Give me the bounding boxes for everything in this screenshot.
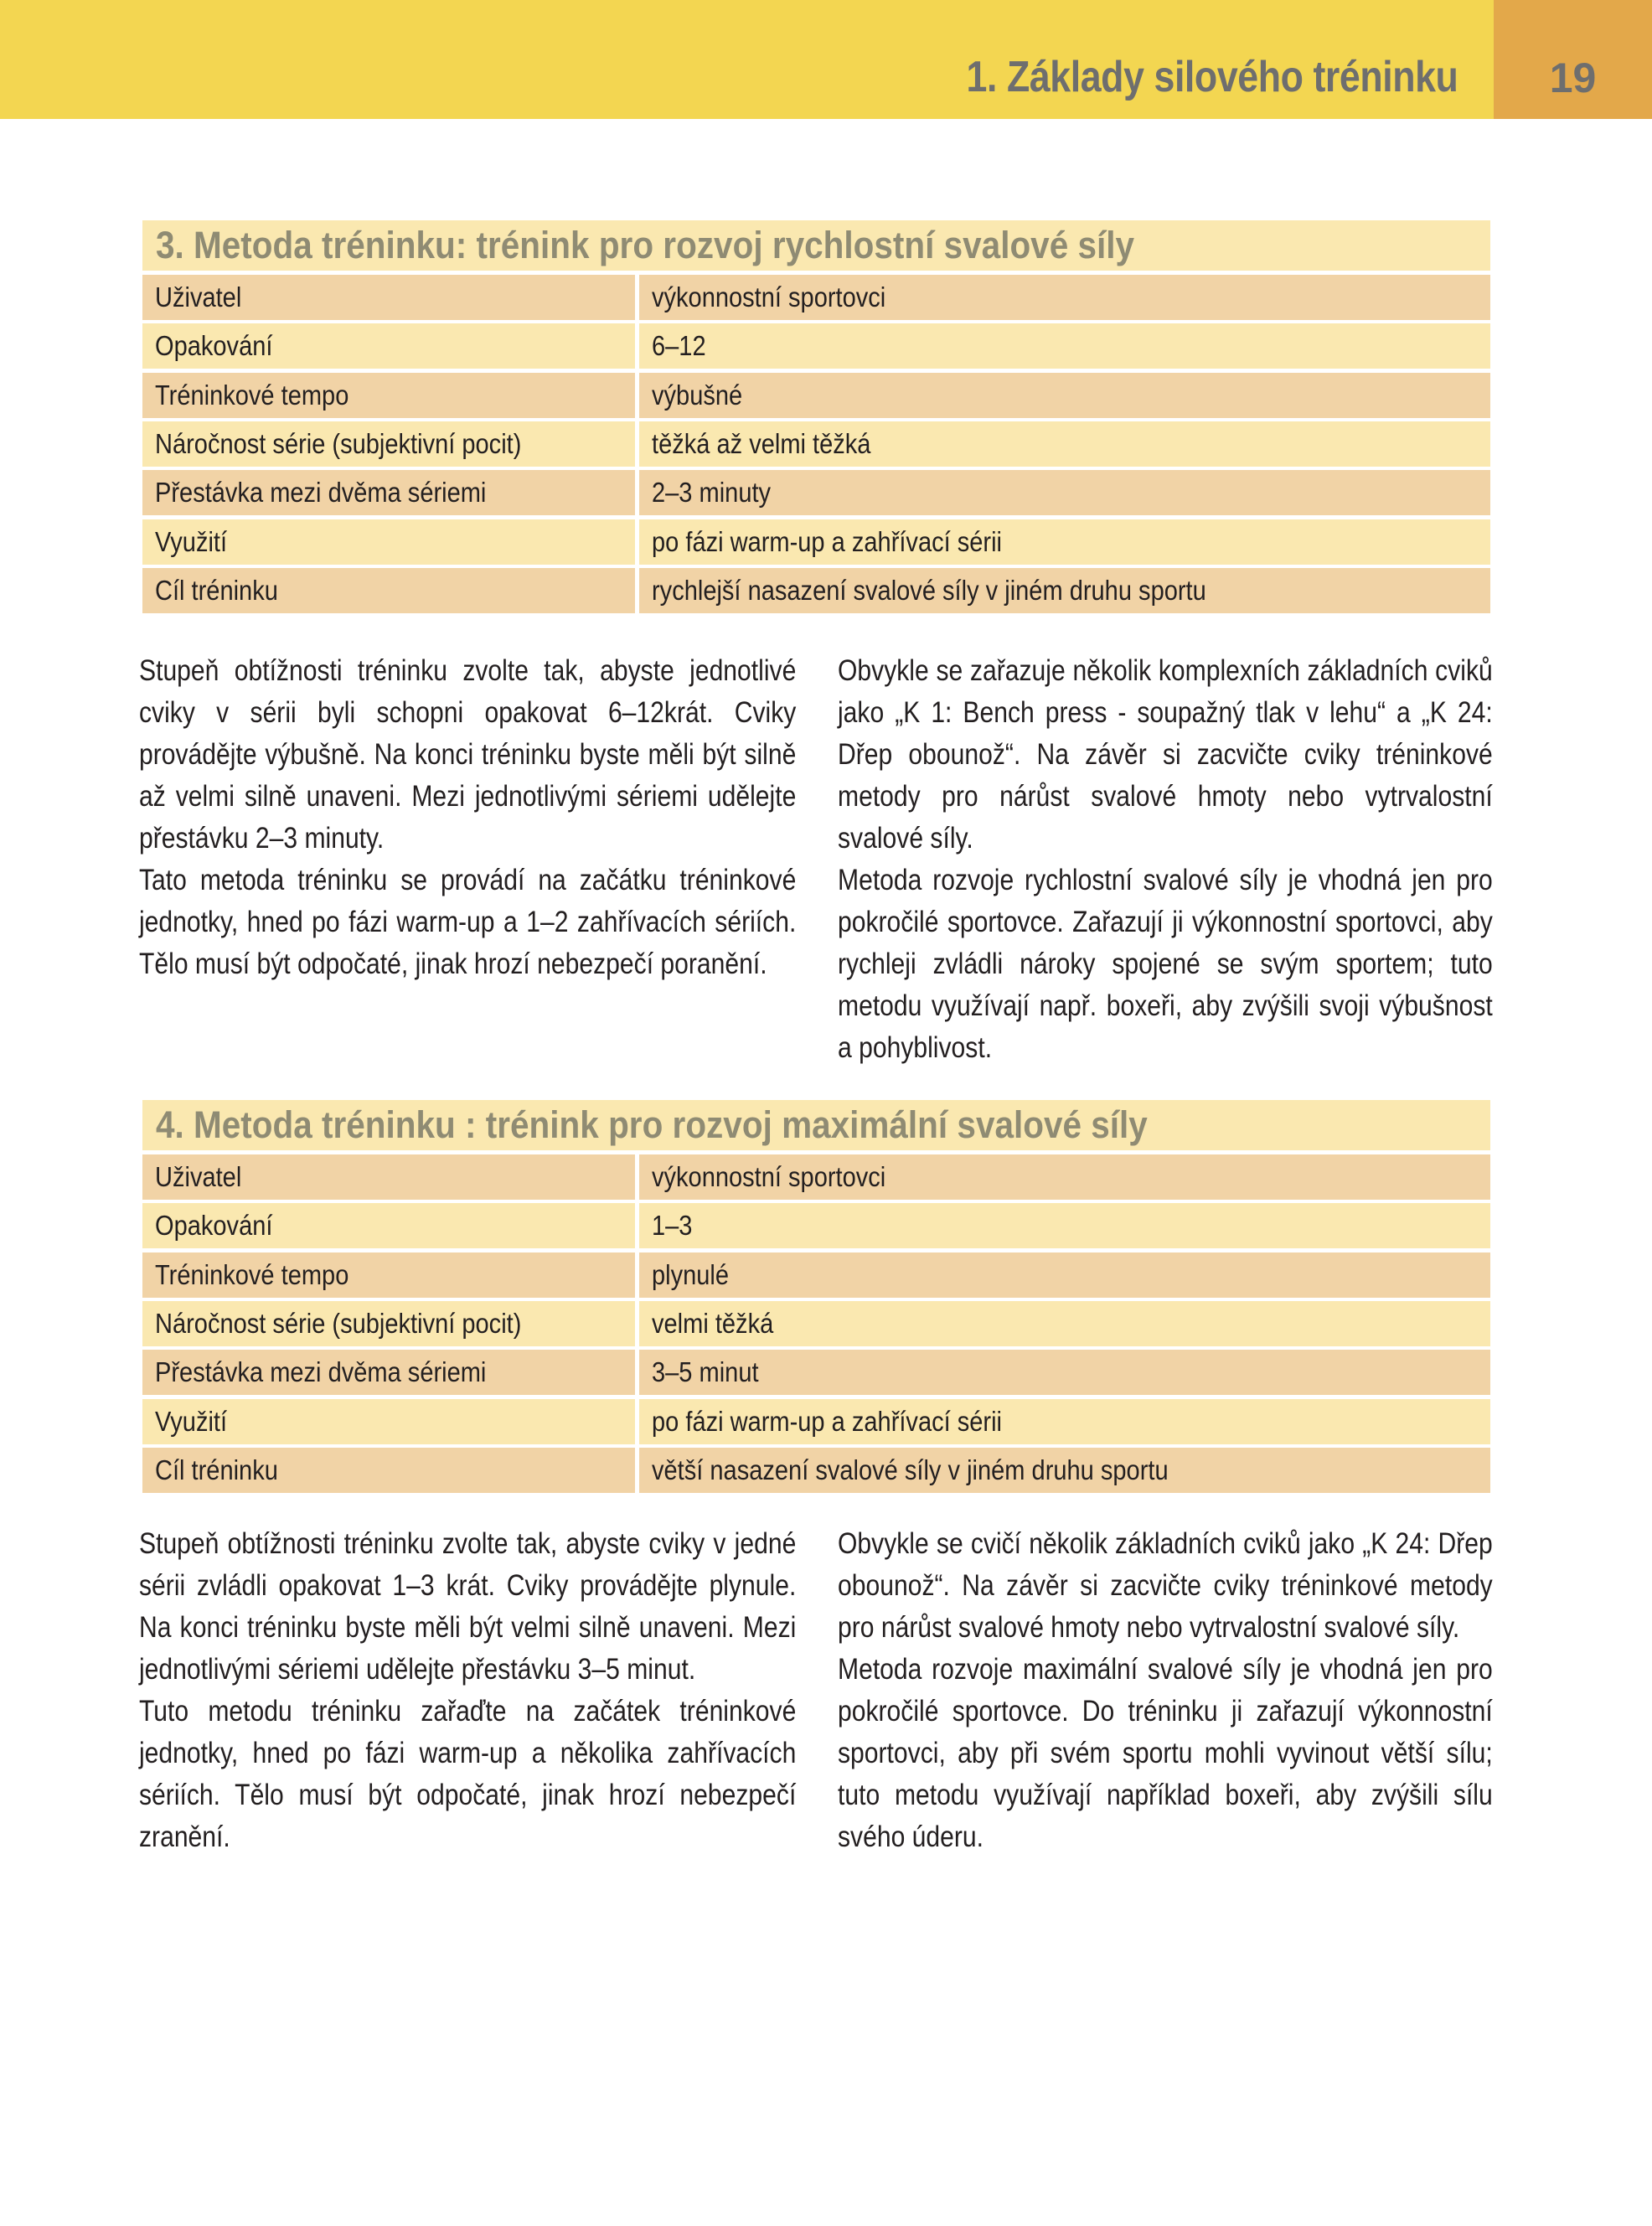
row-label: Uživatel: [155, 1161, 242, 1192]
row-label: Tréninkové tempo: [155, 380, 349, 411]
paragraph: Stupeň obtížnosti tréninku zvolte tak, abyste jednotlivé cviky v sérii byli schopni opakovat 6–12krát. Cviky provádějte výbušně. Na konci tréninku byste měli být silně až velmi silně unaveni. Mezi jednotlivými sériemi udělejte přestávku 2–3 minuty.: [139, 654, 797, 855]
row-label-cell: [142, 421, 635, 467]
row-label-cell: [142, 1203, 635, 1248]
paragraph: Tato metoda tréninku se provádí na začátku tréninkové jednotky, hned po fázi warm-up a 1–2 zahřívacích sériích. Tělo musí být odpočaté, jinak hrozí nebezpečí poranění.: [139, 864, 797, 980]
row-value-cell: [639, 519, 1490, 565]
row-label: Cíl tréninku: [155, 1454, 278, 1485]
table-row: [142, 1350, 1490, 1395]
method3-text-right: [838, 650, 1493, 1069]
table-row: [142, 1203, 1490, 1248]
row-value: výkonnostní sportovci: [652, 281, 886, 312]
table-row: [142, 568, 1490, 613]
table-row: [142, 1399, 1490, 1444]
row-value-cell: [639, 1252, 1490, 1298]
row-value-cell: [639, 1154, 1490, 1200]
method3-title-text: 3. Metoda tréninku: trénink pro rozvoj rychlostní svalové síly: [156, 224, 1135, 266]
row-label-cell: [142, 568, 635, 613]
row-label-cell: [142, 1350, 635, 1395]
row-value-cell: [639, 1301, 1490, 1346]
method4-title-text: 4. Metoda tréninku : trénink pro rozvoj maximální svalové síly: [156, 1103, 1148, 1146]
method3-table-title: [142, 220, 1490, 271]
row-value: velmi těžká: [652, 1308, 774, 1339]
row-value-cell: [639, 470, 1490, 515]
row-label-cell: [142, 373, 635, 418]
table-row: [142, 470, 1490, 515]
row-label: Opakování: [155, 330, 273, 361]
row-label-cell: [142, 1154, 635, 1200]
paragraph: Metoda rozvoje maximální svalové síly je vhodná jen pro pokročilé sportovce. Do tréninku ji zařazují výkonnostní sportovci, aby při svém sportu mohli vyvinout větší sílu; tuto metodu využívají například boxeři, aby zvýšili sílu svého úderu.: [838, 1653, 1493, 1853]
method3-text-left: [139, 650, 796, 985]
chapter-title: 1. Základy silového tréninku: [966, 53, 1458, 101]
row-label: Uživatel: [155, 281, 242, 312]
row-label-cell: [142, 1399, 635, 1444]
row-label-cell: [142, 519, 635, 565]
table-row: [142, 1154, 1490, 1200]
table-row: [142, 1448, 1490, 1493]
row-label: Využití: [155, 526, 228, 557]
row-value: po fázi warm-up a zahřívací sérii: [652, 526, 1003, 557]
running-header: [0, 0, 1652, 119]
row-value-cell: [639, 1203, 1490, 1248]
table-row: [142, 275, 1490, 320]
row-label: Využití: [155, 1406, 228, 1437]
row-value: plynulé: [652, 1259, 730, 1290]
row-label: Cíl tréninku: [155, 575, 278, 606]
method4-table-title: [142, 1100, 1490, 1150]
table-row: [142, 1252, 1490, 1298]
table-row: [142, 519, 1490, 565]
row-value-cell: [639, 421, 1490, 467]
row-value: po fázi warm-up a zahřívací sérii: [652, 1406, 1003, 1437]
table-row: [142, 421, 1490, 467]
row-value: 6–12: [652, 330, 706, 361]
table-row: [142, 1301, 1490, 1346]
paragraph: Obvykle se zařazuje několik komplexních základních cviků jako „K 1: Bench press - soupažný tlak v lehu“ a „K 24: Dřep obounož“. Na závěr si zacvičte cviky tréninkové metody pro nárůst svalové hmoty nebo vytrvalostní svalové síly.: [838, 654, 1493, 855]
paragraph: Metoda rozvoje rychlostní svalové síly je vhodná jen pro pokročilé sportovce. Zařazují ji výkonnostní sportovci, aby rychleji zvládli nároky spojené se svým sportem; tuto metodu využívají např. boxeři, aby zvýšili svoji výbušnost a pohyblivost.: [838, 864, 1493, 1064]
row-value: 2–3 minuty: [652, 477, 772, 508]
row-label: Tréninkové tempo: [155, 1259, 349, 1290]
row-label: Náročnost série (subjektivní pocit): [155, 1308, 522, 1339]
row-value-cell: [639, 1448, 1490, 1493]
row-value-cell: [639, 373, 1490, 418]
row-value: 3–5 minut: [652, 1356, 759, 1387]
row-value-cell: [639, 275, 1490, 320]
row-label-cell: [142, 1448, 635, 1493]
row-value: větší nasazení svalové síly v jiném druhu sportu: [652, 1454, 1169, 1485]
paragraph: Obvykle se cvičí několik základních cviků jako „K 24: Dřep obounož“. Na závěr si zacvičte cviky tréninkové metody pro nárůst svalové hmoty nebo vytrvalostní svalové síly.: [838, 1527, 1493, 1644]
table-row: [142, 323, 1490, 369]
row-value: těžká až velmi těžká: [652, 428, 871, 459]
table-row: [142, 373, 1490, 418]
page-number-box: [1494, 0, 1652, 119]
row-label: Přestávka mezi dvěma sériemi: [155, 1356, 487, 1387]
row-value-cell: [639, 1399, 1490, 1444]
row-label-cell: [142, 275, 635, 320]
row-value: rychlejší nasazení svalové síly v jiném druhu sportu: [652, 575, 1206, 606]
row-label: Přestávka mezi dvěma sériemi: [155, 477, 487, 508]
paragraph: Tuto metodu tréninku zařaďte na začátek tréninkové jednotky, hned po fázi warm-up a několika zahřívacích sériích. Tělo musí být odpočaté, jinak hrozí nebezpečí zranění.: [139, 1695, 797, 1853]
row-label: Opakování: [155, 1210, 273, 1241]
method4-text-right: [838, 1523, 1493, 1858]
row-label-cell: [142, 323, 635, 369]
row-value: výbušné: [652, 380, 743, 411]
row-label: Náročnost série (subjektivní pocit): [155, 428, 522, 459]
paragraph: Stupeň obtížnosti tréninku zvolte tak, abyste cviky v jedné sérii zvládli opakovat 1–3 krát. Cviky provádějte plynule. Na konci tréninku byste měli být velmi silně unaveni. Mezi jednotlivými sériemi udělejte přestávku 3–5 minut.: [139, 1527, 797, 1686]
row-value-cell: [639, 568, 1490, 613]
row-value: výkonnostní sportovci: [652, 1161, 886, 1192]
page-number: 19: [1549, 54, 1597, 101]
row-value-cell: [639, 1350, 1490, 1395]
row-label-cell: [142, 1301, 635, 1346]
method4-text-left: [139, 1523, 796, 1858]
row-label-cell: [142, 1252, 635, 1298]
row-value-cell: [639, 323, 1490, 369]
row-value: 1–3: [652, 1210, 693, 1241]
row-label-cell: [142, 470, 635, 515]
